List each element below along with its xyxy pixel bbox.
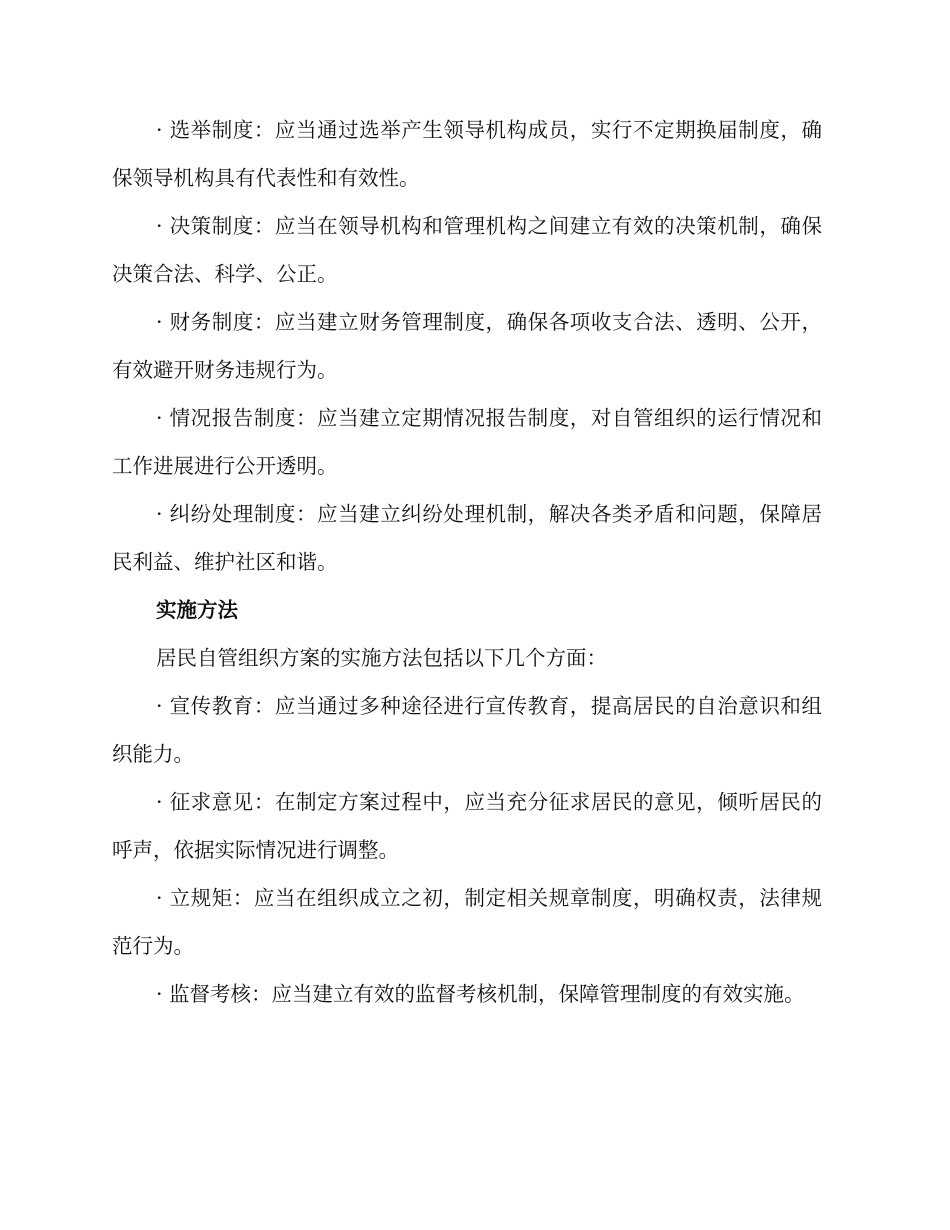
paragraph-report-system: · 情况报告制度：应当建立定期情况报告制度，对自管组织的运行情况和工作进展进行公开透明。 xyxy=(112,406,822,478)
paragraph-set-rules: · 立规矩：应当在组织成立之初，制定相关规章制度，明确权责，法律规范行为。 xyxy=(112,886,822,958)
paragraph-dispute-system: · 纠纷处理制度：应当建立纠纷处理机制，解决各类矛盾和问题，保障居民利益、维护社区和谐。 xyxy=(112,502,822,574)
paragraph-finance-system: · 财务制度：应当建立财务管理制度，确保各项收支合法、透明、公开，有效避开财务违规行为。 xyxy=(112,310,822,382)
document-page xyxy=(112,106,822,1018)
paragraph-supervision-assessment: · 监督考核：应当建立有效的监督考核机制，保障管理制度的有效实施。 xyxy=(156,982,805,1006)
paragraph-implementation-intro: 居民自管组织方案的实施方法包括以下几个方面： xyxy=(156,646,607,670)
section-heading-implementation: 实施方法 xyxy=(156,598,238,622)
paragraph-decision-system: · 决策制度：应当在领导机构和管理机构之间建立有效的决策机制，确保决策合法、科学、公正。 xyxy=(112,214,822,286)
paragraph-solicit-opinions: · 征求意见：在制定方案过程中，应当充分征求居民的意见，倾听居民的呼声，依据实际情况进行调整。 xyxy=(112,790,822,862)
paragraph-publicity-education: · 宣传教育：应当通过多种途径进行宣传教育，提高居民的自治意识和组织能力。 xyxy=(112,694,822,766)
paragraph-election-system: · 选举制度：应当通过选举产生领导机构成员，实行不定期换届制度，确保领导机构具有代表性和有效性。 xyxy=(112,118,822,190)
